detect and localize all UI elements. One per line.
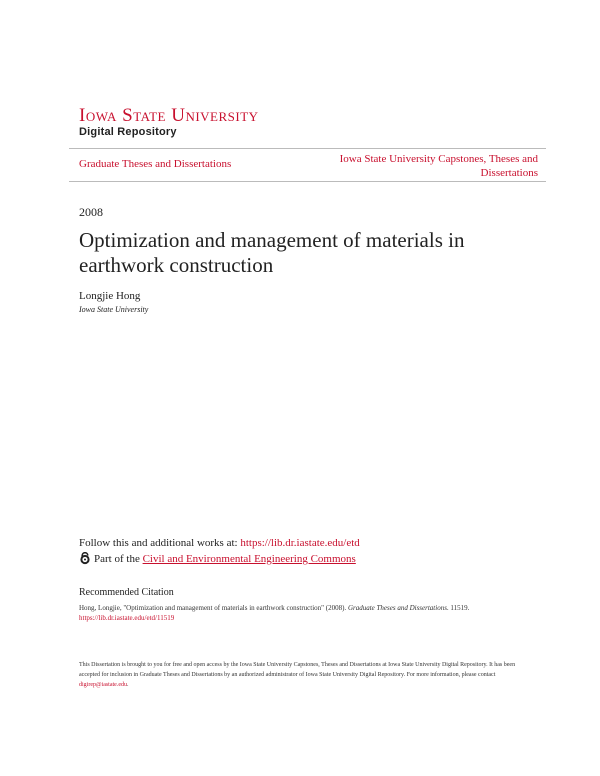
publication-year: 2008: [79, 205, 103, 219]
author-affiliation: Iowa State University: [79, 305, 149, 314]
citation-end: . 11519.: [446, 604, 470, 612]
part-of-line: [79, 552, 356, 568]
university-logo[interactable]: [79, 106, 259, 138]
follow-label: Follow this and additional works at:: [79, 537, 241, 549]
logo-name: Iowa State University: [79, 105, 259, 126]
citation-series: Graduate Theses and Dissertations: [347, 604, 447, 612]
collection-bar: [69, 148, 546, 182]
follow-line: [79, 537, 360, 549]
notice-end: .: [127, 682, 129, 688]
collection-link-theses[interactable]: Graduate Theses and Dissertations: [79, 158, 232, 170]
notice-text: This Dissertation is brought to you for free and open access by the Iowa State University Capstones, Theses and Dissertations at Iowa State University Digital Repository. It has been accepted for inclusion in Graduate Theses and Dissertations by an authorized administrator of Iowa State University Digital Repository. For more information, please contact: [79, 662, 516, 678]
commons-link[interactable]: Civil and Environmental Engineering Commons: [142, 553, 356, 565]
citation-link[interactable]: https://lib.dr.iastate.edu/etd/11519: [79, 614, 175, 622]
document-title: Optimization and management of materials in earthwork construction: [79, 228, 465, 277]
citation-heading: Recommended Citation: [79, 587, 174, 598]
contact-email-link[interactable]: digirep@iastate.edu: [79, 682, 128, 688]
open-access-icon: [79, 552, 91, 568]
citation-text: [79, 603, 519, 623]
part-of-label: Part of the: [94, 553, 143, 565]
citation-main: Hong, Longjie, "Optimization and management of materials in earthwork construction" (2008).: [79, 604, 348, 612]
collection-link-capstones[interactable]: Iowa State University Capstones, Theses and Dissertations: [339, 153, 538, 179]
logo-subtitle: Digital Repository: [79, 126, 177, 138]
repository-notice: [79, 660, 524, 690]
author-name[interactable]: Longjie Hong: [79, 290, 141, 302]
follow-link[interactable]: https://lib.dr.iastate.edu/etd: [240, 537, 360, 549]
